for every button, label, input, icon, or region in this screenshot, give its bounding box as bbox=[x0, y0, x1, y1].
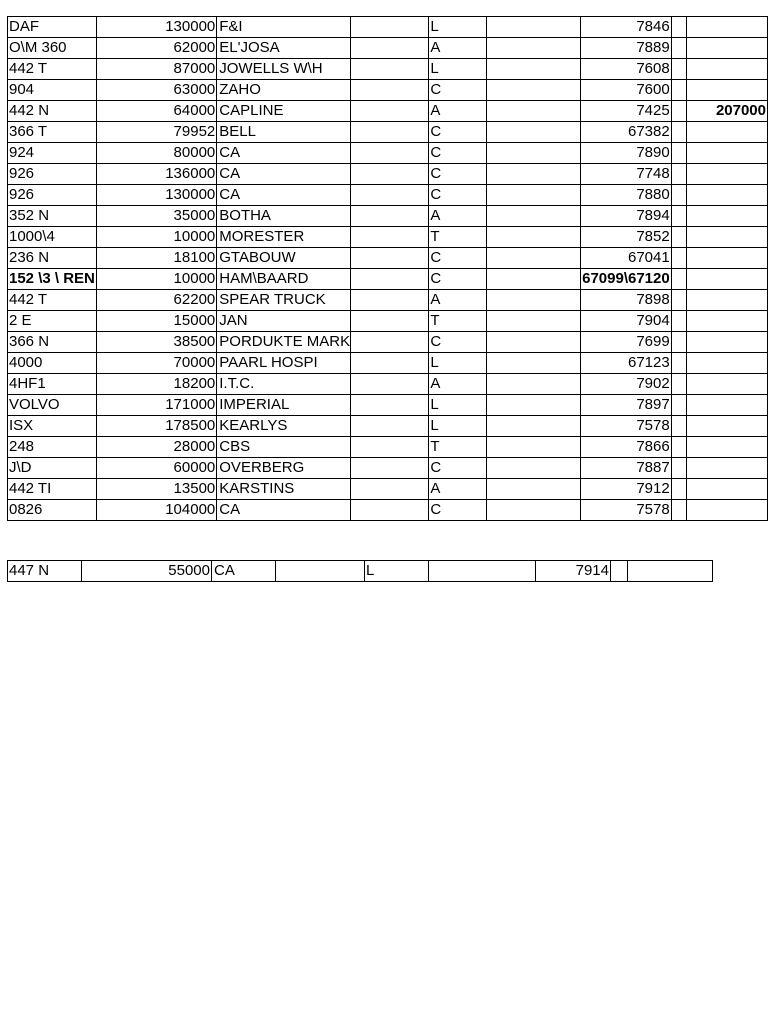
model-cell: VOLVO bbox=[8, 395, 97, 416]
model-cell: 442 T bbox=[8, 290, 97, 311]
model-cell: 152 \3 \ REN bbox=[8, 269, 97, 290]
code-cell: C bbox=[429, 143, 487, 164]
table-row bbox=[8, 353, 768, 374]
extra-cell bbox=[686, 311, 767, 332]
table-row bbox=[8, 437, 768, 458]
customer-cell bbox=[217, 353, 351, 374]
customer-cell bbox=[217, 269, 351, 290]
ref-cell: 7866 bbox=[581, 437, 672, 458]
ref-cell: 7902 bbox=[581, 374, 672, 395]
ref-cell: 67382 bbox=[581, 122, 672, 143]
ref-cell: 7600 bbox=[581, 80, 672, 101]
ref-cell: 7608 bbox=[581, 59, 672, 80]
extra-cell bbox=[686, 416, 767, 437]
model-cell: 926 bbox=[8, 185, 97, 206]
empty-cell bbox=[487, 17, 581, 38]
empty-cell bbox=[671, 248, 686, 269]
empty-cell bbox=[487, 38, 581, 59]
extra-table bbox=[7, 560, 713, 582]
amount-cell: 79952 bbox=[96, 122, 216, 143]
customer-cell bbox=[217, 80, 351, 101]
code-cell: C bbox=[429, 164, 487, 185]
empty-cell bbox=[429, 561, 536, 582]
ref-cell: 7887 bbox=[581, 458, 672, 479]
model-cell: 1000\4 bbox=[8, 227, 97, 248]
model-cell: 442 N bbox=[8, 101, 97, 122]
empty-cell bbox=[671, 227, 686, 248]
customer-cell bbox=[217, 416, 351, 437]
extra-cell bbox=[686, 206, 767, 227]
extra-cell bbox=[686, 458, 767, 479]
empty-cell bbox=[671, 416, 686, 437]
extra-cell bbox=[686, 143, 767, 164]
table-row bbox=[8, 311, 768, 332]
empty-cell bbox=[671, 59, 686, 80]
customer-label: JAN bbox=[219, 312, 248, 329]
customer-label: IMPERIAL bbox=[219, 396, 290, 413]
customer-label: KEARLYS bbox=[219, 417, 288, 434]
extra-cell bbox=[686, 500, 767, 521]
empty-cell bbox=[351, 479, 429, 500]
code-cell: C bbox=[429, 500, 487, 521]
extra-cell bbox=[686, 80, 767, 101]
code-cell: T bbox=[429, 311, 487, 332]
ref-cell: 7897 bbox=[581, 395, 672, 416]
amount-cell: 15000 bbox=[96, 311, 216, 332]
empty-cell bbox=[487, 353, 581, 374]
extra-cell bbox=[686, 59, 767, 80]
amount-cell: 104000 bbox=[96, 500, 216, 521]
table-row bbox=[8, 206, 768, 227]
table-row bbox=[8, 59, 768, 80]
amount-cell: 87000 bbox=[96, 59, 216, 80]
empty-cell bbox=[351, 458, 429, 479]
code-cell: T bbox=[429, 227, 487, 248]
empty-cell bbox=[671, 101, 686, 122]
amount-cell: 80000 bbox=[96, 143, 216, 164]
model-cell: 904 bbox=[8, 80, 97, 101]
customer-label: CA bbox=[219, 501, 241, 518]
customer-label: BOTHA bbox=[219, 207, 271, 224]
customer-cell bbox=[217, 101, 351, 122]
empty-cell bbox=[671, 500, 686, 521]
code-cell: A bbox=[429, 290, 487, 311]
ref-cell: 7898 bbox=[581, 290, 672, 311]
empty-cell bbox=[351, 311, 429, 332]
customer-label: BELL bbox=[219, 123, 256, 140]
customer-label: OVERBERG bbox=[219, 459, 305, 476]
empty-cell bbox=[487, 227, 581, 248]
empty-cell bbox=[671, 479, 686, 500]
model-cell: ISX bbox=[8, 416, 97, 437]
empty-cell bbox=[487, 416, 581, 437]
customer-label: JOWELLS W\H bbox=[219, 60, 323, 77]
extra-cell bbox=[686, 395, 767, 416]
empty-cell bbox=[487, 122, 581, 143]
extra-cell bbox=[628, 561, 713, 582]
amount-cell: 136000 bbox=[96, 164, 216, 185]
empty-cell bbox=[671, 332, 686, 353]
amount-cell: 60000 bbox=[96, 458, 216, 479]
empty-cell bbox=[351, 185, 429, 206]
empty-cell bbox=[351, 122, 429, 143]
empty-cell bbox=[351, 17, 429, 38]
model-cell: 352 N bbox=[8, 206, 97, 227]
table-row bbox=[8, 248, 768, 269]
amount-cell: 38500 bbox=[96, 332, 216, 353]
extra-cell bbox=[686, 122, 767, 143]
empty-cell bbox=[611, 561, 628, 582]
customer-label: CBS bbox=[219, 438, 251, 455]
customer-cell bbox=[217, 500, 351, 521]
empty-cell bbox=[487, 500, 581, 521]
table-row bbox=[8, 17, 768, 38]
customer-cell bbox=[217, 332, 351, 353]
customer-label: CA bbox=[219, 144, 241, 161]
empty-cell bbox=[351, 332, 429, 353]
model-cell: 926 bbox=[8, 164, 97, 185]
table-row bbox=[8, 143, 768, 164]
empty-cell bbox=[671, 164, 686, 185]
amount-cell: 130000 bbox=[96, 185, 216, 206]
ref-cell: 7904 bbox=[581, 311, 672, 332]
table-row bbox=[8, 374, 768, 395]
table-row bbox=[8, 269, 768, 290]
amount-cell: 28000 bbox=[96, 437, 216, 458]
empty-cell bbox=[351, 374, 429, 395]
main-table bbox=[7, 16, 768, 521]
customer-label: PORDUKTE MARK bbox=[219, 333, 351, 350]
extra-cell bbox=[686, 38, 767, 59]
empty-cell bbox=[671, 143, 686, 164]
customer-label: PAARL HOSPI bbox=[219, 354, 318, 371]
model-cell: 0826 bbox=[8, 500, 97, 521]
extra-cell bbox=[686, 269, 767, 290]
customer-label: KARSTINS bbox=[219, 480, 295, 497]
empty-cell bbox=[487, 332, 581, 353]
customer-label: CA bbox=[219, 186, 241, 203]
code-cell: C bbox=[429, 269, 487, 290]
empty-cell bbox=[276, 561, 365, 582]
empty-cell bbox=[351, 500, 429, 521]
empty-cell bbox=[487, 59, 581, 80]
code-cell: C bbox=[429, 248, 487, 269]
amount-cell: 62200 bbox=[96, 290, 216, 311]
empty-cell bbox=[487, 290, 581, 311]
empty-cell bbox=[671, 206, 686, 227]
empty-cell bbox=[487, 269, 581, 290]
code-cell: L bbox=[429, 353, 487, 374]
customer-cell bbox=[217, 479, 351, 500]
empty-cell bbox=[351, 101, 429, 122]
amount-cell: 178500 bbox=[96, 416, 216, 437]
empty-cell bbox=[487, 374, 581, 395]
table-row bbox=[8, 332, 768, 353]
code-cell: L bbox=[429, 395, 487, 416]
table-row bbox=[8, 561, 713, 582]
empty-cell bbox=[351, 38, 429, 59]
ref-cell: 7578 bbox=[581, 416, 672, 437]
empty-cell bbox=[351, 143, 429, 164]
model-cell: 4000 bbox=[8, 353, 97, 374]
empty-cell bbox=[671, 185, 686, 206]
amount-cell: 18200 bbox=[96, 374, 216, 395]
empty-cell bbox=[351, 353, 429, 374]
amount-cell: 13500 bbox=[96, 479, 216, 500]
main-table-body bbox=[8, 17, 768, 521]
code-cell: A bbox=[429, 38, 487, 59]
ref-cell: 67123 bbox=[581, 353, 672, 374]
empty-cell bbox=[351, 80, 429, 101]
extra-cell bbox=[686, 227, 767, 248]
code-cell: L bbox=[365, 561, 429, 582]
customer-label: MORESTER bbox=[219, 228, 305, 245]
customer-label: CAPLINE bbox=[219, 102, 284, 119]
amount-cell: 171000 bbox=[96, 395, 216, 416]
table-row bbox=[8, 185, 768, 206]
model-cell: 447 N bbox=[8, 561, 82, 582]
empty-cell bbox=[671, 458, 686, 479]
ref-cell: 7880 bbox=[581, 185, 672, 206]
amount-cell: 10000 bbox=[96, 227, 216, 248]
ref-cell: 7889 bbox=[581, 38, 672, 59]
table-row bbox=[8, 38, 768, 59]
ref-cell: 7748 bbox=[581, 164, 672, 185]
customer-cell bbox=[217, 437, 351, 458]
ref-cell: 7914 bbox=[536, 561, 611, 582]
model-cell: 924 bbox=[8, 143, 97, 164]
customer-cell bbox=[217, 227, 351, 248]
ref-cell: 7890 bbox=[581, 143, 672, 164]
code-cell: C bbox=[429, 332, 487, 353]
customer-label: GTABOUW bbox=[219, 249, 296, 266]
customer-cell bbox=[217, 374, 351, 395]
model-cell: 236 N bbox=[8, 248, 97, 269]
amount-cell: 62000 bbox=[96, 38, 216, 59]
empty-cell bbox=[487, 458, 581, 479]
ref-cell: 7894 bbox=[581, 206, 672, 227]
model-cell: 248 bbox=[8, 437, 97, 458]
code-cell: L bbox=[429, 17, 487, 38]
code-cell: A bbox=[429, 479, 487, 500]
customer-cell bbox=[217, 395, 351, 416]
empty-cell bbox=[487, 185, 581, 206]
code-cell: C bbox=[429, 458, 487, 479]
amount-cell: 35000 bbox=[96, 206, 216, 227]
empty-cell bbox=[671, 122, 686, 143]
extra-cell bbox=[686, 479, 767, 500]
empty-cell bbox=[487, 206, 581, 227]
customer-label: CA bbox=[214, 562, 235, 579]
customer-label: CA bbox=[219, 165, 241, 182]
customer-cell bbox=[217, 458, 351, 479]
extra-cell bbox=[686, 248, 767, 269]
empty-cell bbox=[671, 290, 686, 311]
table-row bbox=[8, 80, 768, 101]
empty-cell bbox=[487, 437, 581, 458]
extra-cell bbox=[686, 437, 767, 458]
customer-label: HAM\BAARD bbox=[219, 270, 309, 287]
extra-cell bbox=[686, 353, 767, 374]
code-cell: C bbox=[429, 80, 487, 101]
ref-cell: 67041 bbox=[581, 248, 672, 269]
model-cell: J\D bbox=[8, 458, 97, 479]
model-cell: 366 N bbox=[8, 332, 97, 353]
table-row bbox=[8, 122, 768, 143]
empty-cell bbox=[351, 416, 429, 437]
customer-label: ZAHO bbox=[219, 81, 261, 98]
customer-cell bbox=[217, 143, 351, 164]
empty-cell bbox=[487, 164, 581, 185]
customer-label: EL'JOSA bbox=[219, 39, 280, 56]
amount-cell: 10000 bbox=[96, 269, 216, 290]
customer-cell bbox=[217, 311, 351, 332]
extra-cell bbox=[686, 164, 767, 185]
model-cell: 442 T bbox=[8, 59, 97, 80]
ref-cell: 7578 bbox=[581, 500, 672, 521]
extra-cell bbox=[686, 185, 767, 206]
table-row bbox=[8, 227, 768, 248]
table-row bbox=[8, 101, 768, 122]
empty-cell bbox=[351, 59, 429, 80]
ref-cell: 7846 bbox=[581, 17, 672, 38]
empty-cell bbox=[351, 206, 429, 227]
customer-cell bbox=[217, 290, 351, 311]
code-cell: C bbox=[429, 185, 487, 206]
ref-cell: 7852 bbox=[581, 227, 672, 248]
empty-cell bbox=[671, 437, 686, 458]
code-cell: C bbox=[429, 122, 487, 143]
customer-cell bbox=[217, 59, 351, 80]
customer-cell bbox=[217, 185, 351, 206]
ref-cell: 7425 bbox=[581, 101, 672, 122]
empty-cell bbox=[671, 269, 686, 290]
customer-cell bbox=[217, 206, 351, 227]
empty-cell bbox=[671, 395, 686, 416]
extra-cell bbox=[686, 290, 767, 311]
empty-cell bbox=[671, 311, 686, 332]
customer-label: F&I bbox=[219, 18, 243, 35]
amount-cell: 64000 bbox=[96, 101, 216, 122]
customer-label: SPEAR TRUCK bbox=[219, 291, 326, 308]
code-cell: A bbox=[429, 206, 487, 227]
extra-table-body bbox=[8, 561, 713, 582]
empty-cell bbox=[351, 395, 429, 416]
extra-cell bbox=[686, 374, 767, 395]
model-cell: 4HF1 bbox=[8, 374, 97, 395]
empty-cell bbox=[671, 38, 686, 59]
code-cell: A bbox=[429, 101, 487, 122]
customer-cell bbox=[217, 122, 351, 143]
empty-cell bbox=[487, 80, 581, 101]
model-cell: O\M 360 bbox=[8, 38, 97, 59]
table-row bbox=[8, 416, 768, 437]
empty-cell bbox=[351, 248, 429, 269]
table-row bbox=[8, 479, 768, 500]
table-row bbox=[8, 395, 768, 416]
empty-cell bbox=[671, 17, 686, 38]
extra-cell bbox=[686, 332, 767, 353]
code-cell: T bbox=[429, 437, 487, 458]
empty-cell bbox=[671, 80, 686, 101]
empty-cell bbox=[487, 143, 581, 164]
model-cell: 366 T bbox=[8, 122, 97, 143]
amount-cell: 55000 bbox=[82, 561, 212, 582]
amount-cell: 130000 bbox=[96, 17, 216, 38]
empty-cell bbox=[487, 395, 581, 416]
code-cell: A bbox=[429, 374, 487, 395]
ref-cell: 7699 bbox=[581, 332, 672, 353]
empty-cell bbox=[487, 479, 581, 500]
ref-cell: 67099\67120 bbox=[581, 269, 672, 290]
model-cell: 2 E bbox=[8, 311, 97, 332]
extra-cell: 207000 bbox=[686, 101, 767, 122]
empty-cell bbox=[487, 311, 581, 332]
empty-cell bbox=[351, 269, 429, 290]
amount-cell: 63000 bbox=[96, 80, 216, 101]
customer-cell bbox=[217, 38, 351, 59]
customer-cell bbox=[217, 164, 351, 185]
empty-cell bbox=[351, 227, 429, 248]
ref-cell: 7912 bbox=[581, 479, 672, 500]
customer-label: I.T.C. bbox=[219, 375, 255, 392]
empty-cell bbox=[351, 437, 429, 458]
customer-cell bbox=[212, 561, 276, 582]
amount-cell: 70000 bbox=[96, 353, 216, 374]
table-row bbox=[8, 500, 768, 521]
model-cell: DAF bbox=[8, 17, 97, 38]
customer-cell bbox=[217, 17, 351, 38]
code-cell: L bbox=[429, 59, 487, 80]
code-cell: L bbox=[429, 416, 487, 437]
table-row bbox=[8, 164, 768, 185]
model-cell: 442 TI bbox=[8, 479, 97, 500]
empty-cell bbox=[487, 248, 581, 269]
amount-cell: 18100 bbox=[96, 248, 216, 269]
empty-cell bbox=[487, 101, 581, 122]
extra-cell bbox=[686, 17, 767, 38]
empty-cell bbox=[351, 290, 429, 311]
empty-cell bbox=[351, 164, 429, 185]
empty-cell bbox=[671, 374, 686, 395]
table-row bbox=[8, 290, 768, 311]
customer-cell bbox=[217, 248, 351, 269]
table-row bbox=[8, 458, 768, 479]
empty-cell bbox=[671, 353, 686, 374]
